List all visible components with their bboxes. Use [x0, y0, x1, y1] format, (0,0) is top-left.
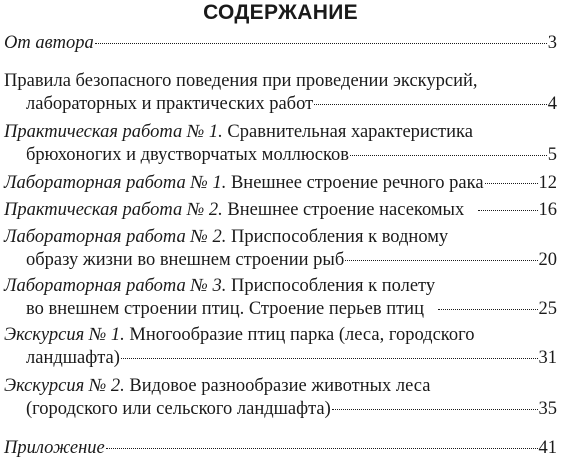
page-title: СОДЕРЖАНИЕ — [203, 1, 358, 24]
toc-entry-appendix[interactable] — [4, 437, 557, 460]
toc-entry-practical-2[interactable] — [4, 199, 557, 222]
dot-leader — [121, 358, 538, 359]
entry-text: Правила безопасного поведения при проведении экскурсий, — [4, 71, 478, 91]
entry-kind: Лабораторная работа № 1. — [4, 173, 227, 193]
toc-line — [4, 275, 557, 298]
toc-line — [4, 32, 557, 55]
page-number: 5 — [547, 145, 557, 165]
toc-line — [4, 249, 557, 272]
entry-text: брюхоногих и двустворчатых моллюсков — [26, 145, 349, 165]
page-number: 25 — [538, 299, 557, 319]
entry-kind: Приложение — [4, 438, 105, 458]
dot-leader — [314, 104, 547, 105]
toc-line — [4, 121, 557, 144]
entry-text: во внешнем строении птиц. Строение перьев птиц — [26, 299, 424, 319]
entry-text: Видовое разнообразие животных леса — [129, 376, 431, 396]
entry-text: (городского или сельского ландшафта) — [26, 399, 331, 419]
entry-kind: Экскурсия № 2. — [4, 376, 125, 396]
toc-line — [4, 437, 557, 460]
entry-kind: Экскурсия № 1. — [4, 325, 125, 345]
entry-text: Внешнее строение речного рака — [230, 173, 484, 193]
entry-kind: Практическая работа № 1. — [4, 122, 223, 142]
dot-leader — [345, 260, 537, 261]
entry-text: Многообразие птиц парка (леса, городского — [129, 325, 475, 345]
toc-entry-lab-1[interactable] — [4, 172, 557, 195]
toc-entry-excursion-2[interactable] — [4, 375, 557, 421]
dot-leader — [350, 155, 547, 156]
page-number: 20 — [538, 250, 557, 270]
page-number: 16 — [538, 200, 557, 220]
dot-leader — [332, 409, 538, 410]
toc-line — [4, 93, 557, 116]
entry-text: образу жизни во внешнем строении рыб — [26, 250, 345, 270]
entry-text: Приспособления к водному — [230, 227, 449, 247]
toc-entry-lab-3[interactable] — [4, 275, 557, 321]
page-number: 41 — [538, 438, 557, 458]
entry-text: ландшафта) — [26, 348, 120, 368]
entry-kind: Практическая работа № 2. — [4, 200, 223, 220]
toc-line — [4, 375, 557, 398]
entry-kind: Лабораторная работа № 3. — [4, 276, 227, 296]
entry-kind: От автора — [4, 33, 94, 53]
page-number: 35 — [538, 399, 557, 419]
entry-text: Внешнее строение насекомых — [227, 200, 465, 220]
toc-entry-safety-rules[interactable] — [4, 70, 557, 116]
entry-kind: Лабораторная работа № 2. — [4, 227, 227, 247]
toc-line — [4, 172, 557, 195]
dot-leader — [485, 183, 538, 184]
page-number: 31 — [538, 348, 557, 368]
page-number: 12 — [538, 173, 557, 193]
toc-entry-from-author[interactable] — [4, 32, 557, 55]
entry-text: Приспособления к полету — [230, 276, 436, 296]
toc-line — [4, 144, 557, 167]
toc-entry-lab-2[interactable] — [4, 226, 557, 272]
toc-line — [4, 398, 557, 421]
dot-leader — [478, 210, 537, 211]
toc-line — [4, 199, 557, 222]
dot-leader — [106, 448, 538, 449]
toc-line — [4, 226, 557, 249]
entry-text: лабораторных и практических работ — [26, 94, 314, 114]
toc-entry-excursion-1[interactable] — [4, 324, 557, 370]
page-number: 3 — [547, 33, 557, 53]
toc-line — [4, 70, 557, 93]
entry-text: Сравнительная характеристика — [227, 122, 473, 142]
dot-leader — [438, 309, 538, 310]
toc-line — [4, 347, 557, 370]
dot-leader — [95, 43, 547, 44]
toc-line — [4, 324, 557, 347]
toc-entry-practical-1[interactable] — [4, 121, 557, 167]
page-number: 4 — [547, 94, 557, 114]
toc-line — [4, 298, 557, 321]
